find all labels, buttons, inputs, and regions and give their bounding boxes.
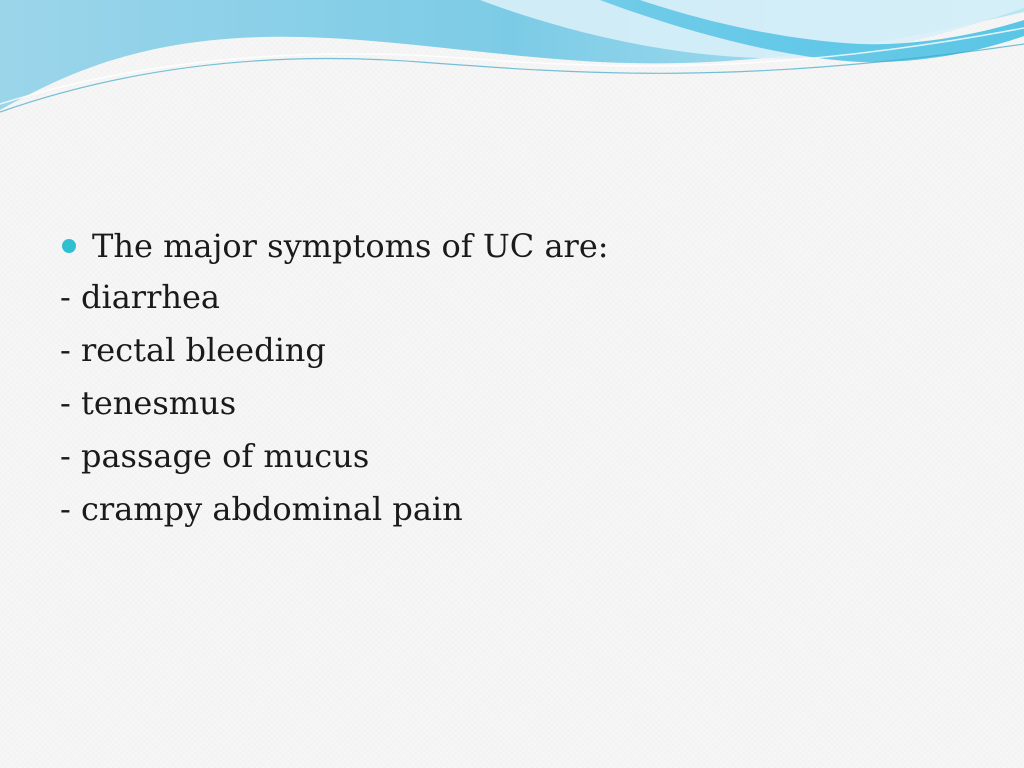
symptom-text: - passage of mucus — [60, 436, 370, 475]
symptom-item — [60, 376, 960, 429]
symptom-text: - tenesmus — [60, 383, 237, 422]
symptom-item — [60, 323, 960, 376]
header-wave-decoration — [0, 0, 1024, 130]
bullet-dot-icon — [62, 239, 76, 253]
symptom-item — [60, 270, 960, 323]
symptom-text: - diarrhea — [60, 277, 220, 316]
symptom-text: - crampy abdominal pain — [60, 489, 463, 528]
symptom-text: - rectal bleeding — [60, 330, 326, 369]
symptom-item — [60, 429, 960, 482]
bullet-text: The major symptoms of UC are: — [92, 227, 609, 265]
symptom-item — [60, 482, 960, 535]
bullet-item — [60, 222, 960, 270]
slide-body — [60, 222, 960, 535]
